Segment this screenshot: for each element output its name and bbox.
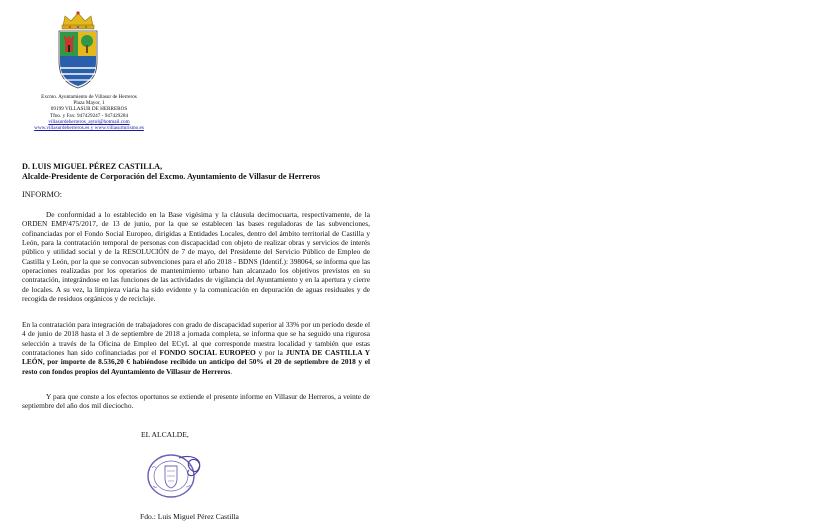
email-link[interactable]: villasurdeherreros_aytol@hotmail.com — [48, 118, 130, 125]
amount-emphasis: , por importe de 8.536,20 € habiéndose recibido un anticipo del 50% el 20 de septiembre de 2018 y el resto con fondos propios del — [22, 357, 370, 376]
jcyl-emphasis: JUNTA DE CASTILLA Y LEÓN — [22, 348, 370, 367]
report-paragraph-2 — [22, 320, 370, 376]
mayor-role-heading: Alcalde-Presidente de Corporación del Excmo. Ayuntamiento de Villasur de Herreros — [22, 172, 321, 181]
signature-scribble-icon — [179, 456, 200, 475]
address-block — [24, 94, 154, 131]
ayuntamiento-emphasis: Ayuntamiento de Villasur de Herreros — [110, 366, 231, 376]
address-line: 09199 VILLASUR DE HERREROS — [50, 106, 128, 113]
address-line: Plaza Mayor, 1 — [73, 100, 105, 107]
address-line: Tfno. y Fax: 947429247 - 947429284 — [49, 112, 129, 119]
report-paragraph-1: De conformidad a lo establecido en la Base vigésima y la cláusula decimocuarta, respectivamente, de la ORDEN EMP/475/2017, de 13 de junio, por la que se establecen las bases reguladoras de las subvenciones, cofinanciadas por el Fondo Social Europeo, dirigidas a Entidades Locales, dentro del ámbito territorial de Castilla y León, para la contratación temporal de personas con discapacidad con objeto de realizar obras y servicios de interés público y utilidad social y de la RESOLUCIÓN de 7 de mayo, del Presidente del Servicio Público de Empleo de Castilla y León, por la que se convocan subvenciones para el año 2018 - BDNS (Identif.): 398064, se informa que las operaciones realizadas por los operarios de mantenimiento urbano han alcanzado los objetivos previstos en su contratación, integrándose en las funciones de las actividades de vigilancia del Ayuntamiento y en la apertura y cierre de locales. A su vez, la limpieza viaria ha sido evidente y la comunicación en depuración de aguas residuales y de recogida de residuos orgánicos y de reciclaje. — [22, 210, 370, 304]
closing-paragraph: Y para que conste a los efectos oportunos se extiende el presente informe en Villasur de Herreros, a veinte de septiembre del año dos mil dieciocho. — [22, 392, 370, 411]
paragraph-text: y por la — [255, 348, 286, 358]
informo-label: INFORMO: — [22, 190, 63, 199]
official-seal-stamp — [145, 452, 209, 500]
crown-icon — [62, 11, 94, 29]
paragraph-text: En la contratación para integración de trabajadores con grado de discapacidad superior al 33% por un período desde el 4 de junio de 2018 hasta el 3 de septiembre de 2018 a jornada completa, se informa que se ha seguido una rigurosa selección a través de la Oficina de Empleo del ECyL al que corresponde nuestra localidad y también que estas contrataciones han sido cofinanciadas por el — [22, 320, 370, 358]
address-line: Excmo. Ayuntamiento de Villasur de Herreros — [41, 94, 137, 100]
website-link[interactable]: www.villasurdeherreros.es y www.villasurturismo.es — [34, 125, 144, 132]
fse-emphasis: FONDO SOCIAL EUROPEO — [159, 348, 256, 358]
coat-of-arms-logo — [54, 10, 102, 90]
signature-line: Fdo.: Luis Miguel Pérez Castilla — [140, 512, 239, 521]
paragraph-text: . — [230, 366, 233, 376]
alcalde-label: EL ALCALDE, — [141, 430, 189, 439]
mayor-name-heading: D. LUIS MIGUEL PÉREZ CASTILLA, — [22, 162, 163, 171]
shield-icon — [59, 31, 97, 88]
